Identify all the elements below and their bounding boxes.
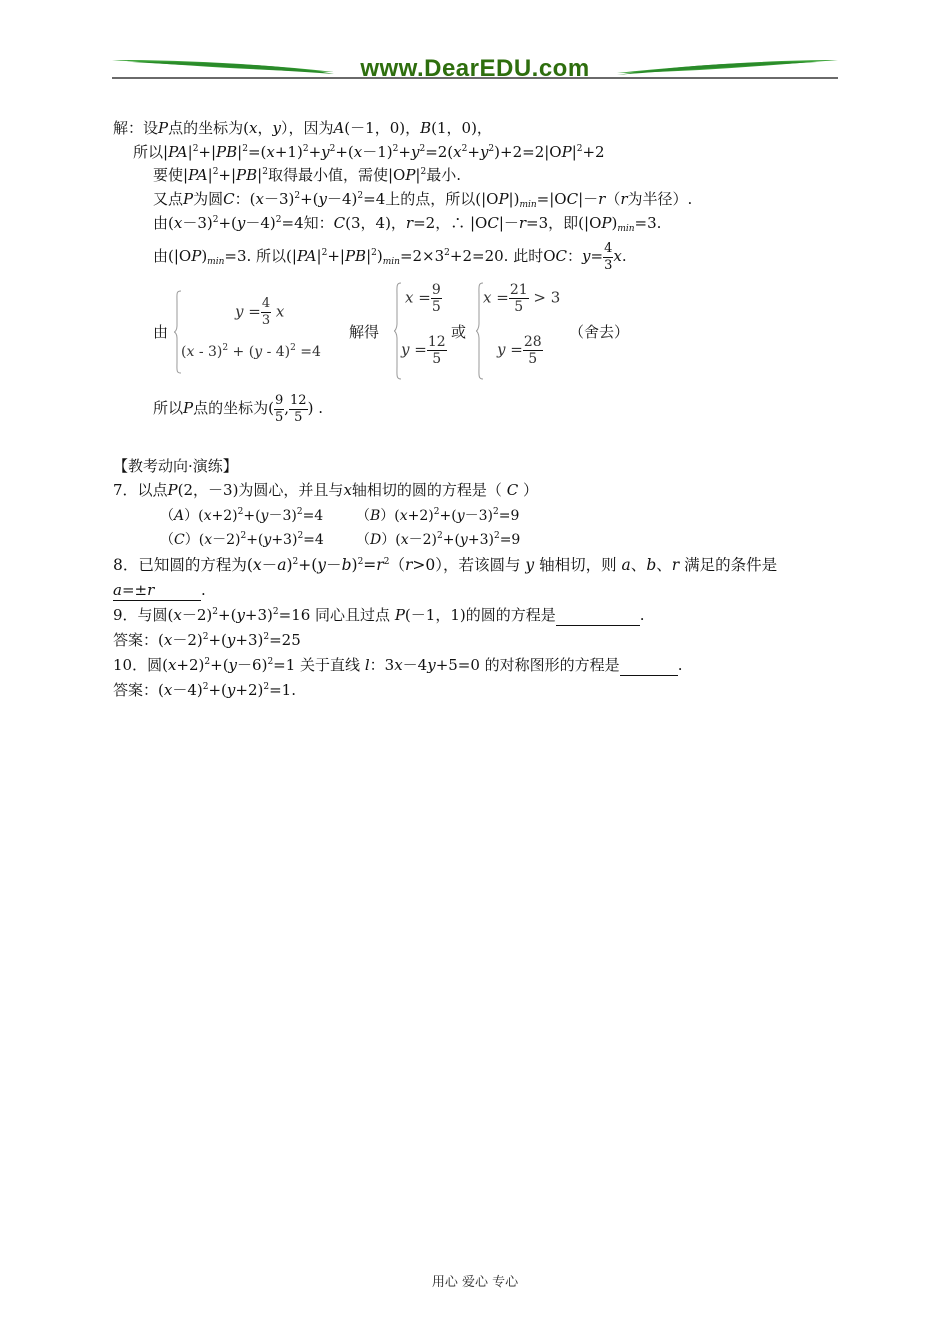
q8-answer: a=±r [113,580,201,601]
q9-stem: 9．与圆$(x-2)^2+(y+3)^2=16$ 同心且过点 P(－1，1)的圆的方程是 . [113,606,645,624]
solution-line-2: 所以$|PA|^2+|PB|^2=(x+1)^2+y^2+(x-1)^2+y^2=2(x^2+y^2)+2=2|OP|^2+2$ [133,143,605,161]
q7-option-b: $(B)(x+2)^2+(y-3)^2=9$ [356,507,520,524]
left-brace-1 [173,290,183,374]
q8-stem: 8．已知圆的方程为$(x-a)^2+(y-b)^2=r^2(r>0)$，若该圆与 y 轴相切，则 a、b、r 满足的条件是 [113,556,778,574]
q7-stem: 7．以点P(2，－3)为圆心，并且与x轴相切的圆的方程是（ C ） [113,481,538,499]
huo-label: 或 [451,323,467,341]
solution-1-x: x = $\frac{9}{5}$ [405,282,441,315]
system-eq-circle: (x - 3)$^2$ + (y - 4)$^2$ =4 [181,343,321,360]
solution-line-5: 由$(x-3)^2+(y-4)^2=4$知：C(3，4)，r=2，∴ |OC|－r=3，即$(|OP)_{min}=3$. [153,214,662,234]
q7-option-d: $(D)(x-2)^2+(y+3)^2=9$ [356,531,521,548]
q7-option-a: $(A)(x+2)^2+(y-3)^2=4$ [160,507,324,524]
q7-option-c: $(C)(x-2)^2+(y+3)^2=4$ [160,531,324,548]
sheqv-label: （舍去） [569,323,630,341]
system-eq-line: y = $\frac{4}{3}$ x [235,296,285,328]
solution-line-6: 由$(|OP)_{min}=3$. 所以$(|PA|^2+|PB|^2)_{min}=2\times 3^2+2=20$. 此时OC：y= $\frac{4}{3}$ x. [153,240,627,273]
solution-line-3: 要使$|PA|^2+|PB|^2$取得最小值，需使$|OP|^2$最小. [153,166,461,184]
site-header [112,52,838,86]
you-label: 由 [153,323,169,341]
q8-answer-line: a=±r . [113,581,206,599]
equation-system-block [153,282,673,382]
site-logo: www.DearEDU.com [360,55,590,82]
solution-line-8: 所以P点的坐标为( $\frac{9}{5}$ , $\frac{12}{5}$ ) . [153,392,323,425]
jiede-label: 解得 [349,323,380,341]
q10-answer: 答案：$(x-4)^2+(y+2)^2=1$. [113,681,296,699]
q7-answer: C [506,481,519,499]
solution-line-1: 解：设P点的坐标为(x，y），因为A(－1，0)，B(1，0)， [113,119,492,137]
solution-line-4: 又点P为圆C：$(x-3)^2+(y-4)^2=4$上的点，所以$(|OP|)_{min}=|OC|-r(r$为半径）. [153,190,693,210]
q9-answer: 答案：$(x-2)^2+(y+3)^2=25$ [113,631,301,649]
q10-stem: 10．圆$(x+2)^2+(y-6)^2=1$ 关于直线 l：3x－4y+5=0 的对称图形的方程是 . [113,656,683,674]
solution-2-y: y = $\frac{28}{5}$ [497,334,542,367]
solution-2-x: x = $\frac{21}{5}$ > 3 [483,282,561,315]
page-footer: 用心 爱心 专心 [431,1275,519,1290]
section-title: 【教考动向·演练】 [113,457,238,475]
solution-1-y: y = $\frac{12}{5}$ [401,334,446,367]
